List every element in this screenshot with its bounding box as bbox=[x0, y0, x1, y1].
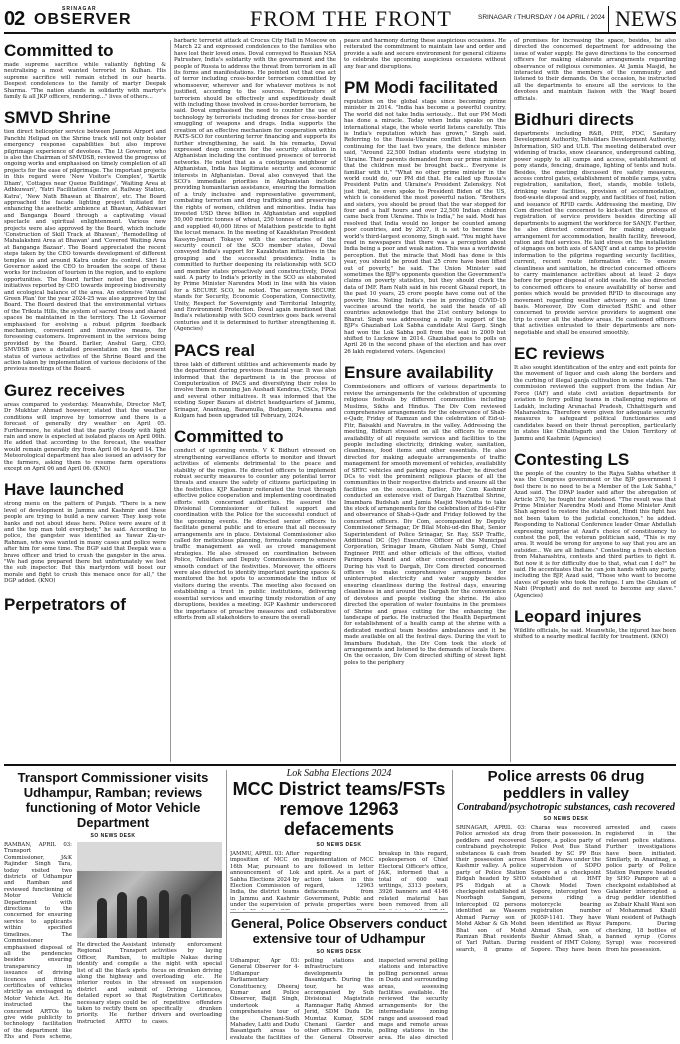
article-text: RAMBAN, APRIL 03: Transport Commissioner, J&K Rajinder Singh Tara, today visited two districts of Udhampur and Ramban and reviewed functioning of Motor Vehicle Department with directions to the concerned for ensuring service to applicants within specified timelines. The Commissioner emphasised disposal of all the pendencies besides ensuring transparency in issuance of driving licences and fitness certificates of vehicles strictly as envisaged in Motor Vehicle Act. He instructed the concerned ARTOs to give wide publicity to technology facilitation of the department like Ehs and Fees scheme, bbox=[4, 842, 72, 1040]
article-text: tion direct helicopter service between Jammu Airport and Panchhi Helipad on the Shrine track will not only bolster emergency response capabilities but also improve pilgrimage experience of devotees. The Lt Governor, who is also the Chairman of SMVDSB, reviewed the progress of ongoing works and emphasised on timely completion of all projects for the ease of pilgrimage. The important projects in this regard were 'New Visitor's Complex', 'Kartik Dham', 'Cottages near Queue Buildings', 'Waiting Area at Adhkuwari', 'Yatri Facilitation Centre at Railway Station, Katra', 'New Nath Bhawan at Bhairon', etc. The Board approached the facade lighting project initiated for enhancing the aesthetic ambience at Bhawan, Adhkuwari and Banganga Board through a captivating visual spectacle and spiritual enlightenment. Various new projects were also approved by the Board, which include 'Construction of Skill Track at Bhawan', 'Remodelling of Mahalakshmi Area at Bhawan' and 'Covered Waiting Area at Banganga Bazaar'. The Board appreciated the recent steps taken by the CEO towards development of different temples in and around Katra under its control. Shri Lt Governor asked the CEO to broaden the scope of these works for inclusion of tourism in the region, and to explore opportunities. The Board further noted the greening initiatives reported by CEO towards improving biodiversity and ecological balance of the area. An extensive 'Annual Green Plan' for the year 2024-25 was also approved by the Board. The Board desired that the environmental virtues of the Trikuta Hills, the system of sacred trees and shared spaces be maintained in the territory. The Lt Governor emphasised for evolving a robust pilgrim feedback mechanism, convenient and innovative means, for foreseeing customers. Improvement in the services being provided by the Board. Earlier, Anshul Garg, CEO, SMVDSB gave a detailed presentation on the present status of various activities of the Shrine Board and the action taken by implementation of various decisions of the previous meetings of the Board. bbox=[4, 129, 166, 373]
dateline: SRINAGAR / THURSDAY / 04 APRIL / 2024 bbox=[478, 14, 605, 21]
article-text: SRINAGAR, APRIL 03: Police arrested six drug peddlers and recovered contraband psychotropic substances & cash from their possession across Kashmir valley. A police party of Police Station Eidgah headed by SHO PS Eidgah at a checkpoint established at Noorbagh Sangam, intercepted 02 persons identified as Waseem Ahmad Parray son of Mohd Akbar & Gh Mohd Bhat son of Mohd Ramzan Bhat residents of Yarl Pattan. During search, 8 grams of Charas was recovered from their possession. In Sopore, a police party of Police Post Bus Stand headed by SC PP Bus Stand At Rawa under the supervision of SDPO Sopore at a checkpoint established at HMT Chowk Model Town Sopore, intercepted two persons riding a motorcycle bearing registration number JK05P-1141. They have been identified as Riyaz Ahmad Shah, son of Bashir Ahmad Shah, a resident of HMT Colony, Sopore. They have been arrested and cases registered in the relevant police stations. Further investigations have been initiated. Similarly, in Anantnag, a police party of Police Station Pampore headed by SHO Pampore at a checkpoint established at Galander intercepted a drug peddler identified as Zubair Khalil Wani son of Mohammad Khalil Wani resident of Pathagh Pampore. During checking, 18 bottles of banned syrup (Cores Syrup) was recovered from his possession. bbox=[456, 825, 676, 953]
column-rule bbox=[340, 40, 341, 762]
section-title: FROM THE FRONT bbox=[250, 6, 452, 31]
headline-gurez: Gurez receives bbox=[4, 380, 125, 400]
kicker-elections: Lok Sabha Elections 2024 bbox=[286, 768, 392, 779]
headline-have-launched: Have launched bbox=[4, 480, 124, 500]
column-rule bbox=[170, 40, 171, 762]
article-text: Wildlife officials, he said. Meanwhile, the injured has been shifted to a nearby medical facility for treatment. (KNO) bbox=[514, 628, 676, 641]
article-text: It also sought identification of the entry and exit points for the movement of liquor and cash along the borders and the curbing of illegal ganja cultivation in some states. The commission reviewed the support from the Indian Air Force (IAF) and state civil aviation departments for aviation to ferry polling teams in challenging regions of Ladakh, including Arunachal Pradesh, Chhattisgarh and Maharashtra. Therefore were given for adequate security measures to safeguard political functionaries and candidates based on their threat perception, particularly in states like Chhattisgarh and the Union Territory of Jammu and Kashmir. (Agencies) bbox=[514, 365, 676, 442]
article-text: areas compared to yesterday. Meanwhile, Director MeT, Dr Mukhtar Ahmad however, stated that the weather conditions will improve by tomorrow and there is a forecast of generally dry weather on April 05. Furthermore, he stated that the partly cloudy with light rain and snow is expected at isolated places on April 06th. He added that according to the forecast, the weather would remain generally dry from April 06 to April 14. The Meteorological department has also issued an advisory for the farmers, asking them to resume farm operations except on April 06 and April 06. (KNO) bbox=[4, 401, 166, 472]
headline-committed-2: Committed to bbox=[174, 427, 284, 447]
column-rule bbox=[510, 40, 511, 762]
story-observers-udhampur bbox=[230, 916, 448, 1040]
headline-pacs: PACS real bbox=[174, 340, 255, 360]
column-2 bbox=[174, 38, 336, 764]
headline-mcc: MCC District teams/FSTs remove 12963 defacements bbox=[232, 779, 446, 839]
article-text: conduct of upcoming events. V K Bidhuri stressed on strengthening surveillance efforts to monitor and thwart activities of elements detrimental to the peace and stability of the region. He directed officers to implement robust security measures to counter any potential terror threats and ensure the safety of citizens participating in the festivities. KJP Kashmir reiterated the trust through effective police cooperation and implementing coordinated efforts with concerned authorities. He assured the Divisional Commissioner of fullest support and coordination with the Police for the successful conduct of the upcoming events. He directed senior officers to facilitate general public and to ensure that all necessary arrangements are in place. Divisional Commissioner also called for meticulous planning, formulate comprehensive traffic management as well as crowd management strategies. He also stressed on coordination between Police, Tehsildars and Deputy Commissioners to ensure smooth conduct of the festivities. Moreover, the officers were also directed to identify important parking spaces & monitored the hot spots to accommodate the influx of visitors during the events. The meeting also focused on establishing a trust in public institutions, delivering essential services and ensuring timely restoration of any disruptions, besides a meeting. IGP Kashmir underscored the importance of proactive measures and collaborative efforts from all stakeholders to ensure the overall bbox=[174, 448, 336, 621]
headline-transport-commissioner: Transport Commissioner visits Udhampur, Ramban; reviews functioning of Motor Vehicle Department bbox=[17, 770, 209, 830]
article-text: peace and harmony during these auspicious occasions. He reiterated the commitment to maintain law and order and provide a safe and secure environment for general citizens to celebrate the upcoming auspicious occasions without any fear and disruptions. bbox=[344, 38, 506, 70]
article-text: strong menu on the pattern of Punjab. "There is a new level of development in Jammu and Kashmir and these people are trying to build a new career. They keep vote banks and not about ideas here. Police were aware of it and the top man told everybody," he said. According to police, the gangster was identified as Yawar Zia-ur-Rahman, who was wanted in many cases and police were after him for some time. The BGP said that Deepak was a brave officer and tried to crush the gangster in the area. "We had gone prepared there but unfortunately we lost the sub inspector. But this martyrdom will boost our morale and fight to crush this menace once for all," the DGP added. (KNO) bbox=[4, 501, 166, 585]
article-text: departments including R&B, PHE, FDC, Sanitary Development Authority, Tehsildars Development Authority, Information, SIO and ULB. The meeting deliberated over widening of tracks, snow clearance, underground cabling, power supply to all camps and access, establishment of pony stands, fencing, drainage, lighting of tents and huts. Besides, the meeting discussed fire safety measures, access control gates, establishment of mobile camps, yatra registration, sanitation, fleet, stands, mobile toilets, drinking water facilities, provision of accommodation, food-waste disposal and supply, and facilities of fuel, ration and issuance of RFID cards. Addressing the meeting, Div Com directed the concerned to kick-start the process of registration of service providers besides directing all departments to augment the workforce for SANJY. Further, he also directed concerned for making adequate arrangement for accommodation, health facility, firewood, ration and fuel services. He laid stress on the installation of signages on both axis of SANJY and at camps to provide information to the pilgrims regarding security facilities, current, recent route information etc. To ensure cleanliness and sanitation, he directed concerned officers to carry maintenance activities about at least 2 days before for proper disposal of solid waste. He also directed to concerned officers to ensure availability of horse and ponies which would be provided RFID to discourage any movement regarding weather advisory on a real time basis. Moreover, Div Com directed RSRC and other concerned to provide service providers to augment one trip to cover all the shadow areas. He cautioned officers that activities entrusted to their departments are non-negotiable and shall be ensured smoothly. bbox=[514, 131, 676, 336]
story-mcc-defacements bbox=[230, 768, 448, 910]
story-drug-peddlers bbox=[456, 768, 676, 1040]
logo-name: OBSERVER bbox=[34, 11, 132, 28]
headline-pm-modi: PM Modi facilitated bbox=[344, 78, 498, 98]
headline-drug-peddlers: Police arrests 06 drug peddlers in valley bbox=[487, 768, 645, 802]
article-text: three lakh of different utilities and achievements made by the department during previous financial year. It was also informed that the department is in the process of Computerization of PACS and diversifying their roles to involve them in running Jan Aushadi Kendras, CSCs, FPOs and several other initiatives. It was informed that the existing Super Bazars at district headquarters of Jammu, Srinagar, Anantnag, Baramulla, Budgam, Pulwama and Kulgam had been upgraded till February, 2024. bbox=[174, 361, 336, 419]
article-text: JAMMU, APRIL 03: After imposition of MCC on 16th Mar, pursuant to announcement of Lok Sabha Elections 2024 by Election Commission of India, the district teams in Jammu and Kashmir under the supervision of regarding implementation of MCC are followed in letter and spirit. As a part of action taken in this regard, 12963 defacements from Government, Public and private properties were breakup in this regard, spokesperson of Chief Electoral Officer's office, J&K, informed that a total of 600 wall writings, 3313 posters, 3926 banners and 4146 related material has been removed from all bbox=[230, 851, 448, 909]
article-text: of premises for increasing the space, besides, he also directed the concerned department for addressing the issue of water supply. He gave directions to the concerned officers for making elaborate arrangements regarding observance of religious ceremonies. At Jamia Masjid, he interacted with the members of the community and listened to their demands. On the occasion, he instructed all the departments to ensure all the services to the devotees and maintain liaison with the Waqf board officials. bbox=[514, 38, 676, 102]
column-rule bbox=[226, 770, 227, 1040]
logo-city: SRINAGAR bbox=[62, 6, 97, 12]
headline-bidhuri: Bidhuri directs bbox=[514, 110, 634, 130]
headline-ec-reviews: EC reviews bbox=[514, 344, 605, 364]
article-text: made supreme sacrifice while valiantly fighting & neutralising a most wanted terrorist in Kulhan. His supreme sacrifice will remain etched in our hearts. Deepest condolences to the family of martyr Deepak Sharma. "The nation stands in solidarity with martyr's family & all JKP officers, rendering..." lives of others... bbox=[4, 62, 166, 101]
article-text: Commissioners and officers of various departments to review the arrangements for the celebration of upcoming religious festivals by different communities including Muslims, Sikhs and Hindus. The Div Com reviewed comprehensive arrangements for the observance of Shab-e-Qadr, Friday of Ramzan and the celebration of Eid-ul-Fitr, Baisakhi and Navratra in the valley. Addressing the meeting, Bidhuri stressed on all the officers to ensure availability of all requisite services and facilities to the people including electricity, drinking water, sanitation, cleanliness, food items and other essentials. He also directed for making adequate arrangements of traffic management for smooth movement of vehicles, availability of SRTC vehicles and parking space. Further, he directed DCs to visit the prominent religious places of all the communities in their respective districts and ensure all the facilities on the occasion. Earlier, Div Com Kashmir conducted an extensive visit of Dargah Hazratbal Shrine, Imambara Budshah and Jamia Masjid Nowhatta to take the stock of arrangements for the celebration of Eid-ul-Fitr and observance of Shab-i-Qadr and Friday followed by the concerned officers. Div Com, accompanied by Deputy Commissioner Srinagar, Dr Bilal Mohi-ud-din Bhat, Senior Superintendent of Police Srinagar, Sr. Ray, SSP Traffic, Additional DC (Dy) Executive Officer of the Municipal Corporation, Srinagar Imam, Ghulam Nabi Sumji, Chief Engineer PHE and other officials of the offices, visited Parimpora Mandi and other concerned departments. During his visit to Dargah, Div Com directed concerned officers to make comprehensive arrangements for uninterrupted electricity and water supply besides ensuring cleanliness during the festival days, ensuring cleanliness in and around the Dargah for the convenience of devotees and people visiting the shrine. He also directed the operation of water fountains in the premises of Shrine and grass cutting for the enhancing the landscape of parks. He instructed the Health Department for establishment of a health camp at the shrine with a dedicated medical team besides ambulances and it be made available on all the festival days. During the visit to Imambara Budshah, the Div Com took the stock of arrangements and listened to the demands of locals there. On the occasion, Div Com directed shifting of street light poles to the periphery bbox=[344, 384, 506, 666]
article-text: reputation on the global stage since becoming prime minister in 2014. "India has become a powerful country. The world did not take India seriously... But our PM Modi has done a miracle. Today when India speaks on the international stage, the whole world listens carefully. This is India's reputation which has grown," Singh said. Referring to the Russia-Ukraine conflict that has been continuing for the last two years, the defence minister said, "Around 22,500 Indian students were studying in Ukraine. Their parents demanded from our prime minister that the children must be brought back... Everyone is familiar with it." "What no other prime minister in the world could do, our PM did that. He called up Russia's President Putin and Ukraine's President Zelenskyy. Not just that, he even spoke to President Biden of the US, which is considered the most powerful nation. "Brothers and sisters, you should be proud that the war stopped for four and a half hours and over 22,500 Indian children came back from Ukraine. This is India," he said. Modi has resolved that India would no longer be counted among poor countries, and by 2027, it is set to become the world's third-largest economy, Singh said. "You might have read in newspapers that there was a perception about India being a poor and weak nation. This was a worldwide perception. But the miracle that Modi has done is this year, you should be proud that 25 crore have been lifted out of poverty," he said. The Union Minister said sometimes the BJP's opponents question the Government's claims on poverty statistics, but they should check the data of IMF. Ram Nath said in his recent Ghazal report, in the past 10 years, 25 crore people have come out of the poverty line. Noting India's rise in providing COVID-19 vaccines around the world, he said the heads of all countries acknowledge that the 21st century belongs to Bharat. Singh was addressing a rally in support of the BJP's Ghaziabad Lok Sabha candidate Atul Garg. Singh had won the Lok Sabha poll from the seat in 2009 but shifted to Lucknow in 2014. Ghaziabad goes to polls on April 26 in the second phase of the election and has over 26 lakh registered voters. (Agencies) bbox=[344, 99, 506, 355]
headline-observers: General, Police Observers conduct extensive tour of Udhampur bbox=[230, 916, 448, 946]
section-label: NEWS bbox=[608, 6, 677, 32]
article-text: Udhampur, Apr 03: General Observer for 4-Udhampur Parliamentary Constituency, Dheeraj Kumar and Police Observer, Baljit Singh, undertook a comprehensive tour of the Chenani-Sudh Mahadev, Latti and Dudu Basantgarh areas to evaluate the facilities of polling stations and infrastructure developments in Basantgarh. During the tour, he was accompanied by Sub Divisional Magistrate Ramnagar Rafiq Ahmed Jerid, SDM Dudu Dr. Mumtaz Kumar, SDM Chenani Garder and other officers. En route, the General Observer inspected several polling stations and interactive polling personnel areas in Dudu and surrounding areas, assessing facilities available. He reviewed the security arrangements for the intermediate zoning range and assessed road maps and remote areas polling stations in the area. He also directed bbox=[230, 958, 448, 1040]
column-3 bbox=[344, 38, 506, 764]
headline-leopard: Leopard injures bbox=[514, 607, 642, 627]
headline-committed: Committed to bbox=[4, 41, 114, 60]
masthead bbox=[4, 4, 676, 34]
headline-smvd-shrine: SMVD Shrine bbox=[4, 108, 111, 128]
column-rule bbox=[452, 770, 453, 1040]
story-divider bbox=[230, 912, 448, 913]
column-4 bbox=[514, 38, 676, 764]
byline: SO NEWS DESK bbox=[316, 949, 362, 955]
story-transport-commissioner bbox=[4, 770, 222, 1040]
page-number: 02 bbox=[4, 8, 25, 30]
headline-perpetrators: Perpetrators of bbox=[4, 594, 126, 614]
byline: SO NEWS DESK bbox=[90, 833, 136, 839]
news-photo bbox=[77, 842, 222, 938]
article-text: the people of the country to the Rajya Sabha whether it was the Congress government or the BJP government I feel there is no need to be a Member of the Lok Sabha," Azad said. The DPAP leader said after the abrogation of Article 370, he fought for statehood. "The result was that Prime Minister Narendra Modi and Home Minister Amit Shah agreed to restore the statehood, Hindi this fight has not been taken to the judicial conclusion," he added. Responding to National Conference leader Omar Abdullah expressing surprise at Azad's choice of constituency to contest the poll, the veteran politician said, "This is my area. It would be wrong for anyone to say that you are an outsider... We are all Indians." Contesting a fresh election from Maharashtra, contests and third parties to fight it. But now it is for difficulty due to that, what can I do?" he said. He accentuates that he can join hands with any party, including the BJP, Azad said, "Those who want to become slaves of people who took the refuge. I am the Ghulam of Nabi (Prophet) and do not need to become any slave." (Agencies) bbox=[514, 470, 676, 599]
article-text-continued: He directed the Assistant Regional Transport Officer, Ramban, to identify and compile a list of all the black spots along the highway and interior routes in the district and submit detailed report so that necessary steps could be taken to rectify them on priority. He further instructed ARTO to intensify enforcement activities by laying multiple Nakas during the night with special focus on drunken driving overloading etc. He stressed on suspension of Driving Licences, Registration Certificates of repetitive offenders specifically drunken drivers and overloading cases. bbox=[77, 942, 222, 1025]
column-1 bbox=[4, 38, 166, 764]
section-divider bbox=[4, 764, 676, 766]
byline: SO NEWS DESK bbox=[316, 842, 362, 848]
headline-ensure-availability: Ensure availability bbox=[344, 363, 494, 383]
headline-contesting-ls: Contesting LS bbox=[514, 449, 630, 469]
kicker-contraband: Contraband/psychotropic substances, cash recovered bbox=[457, 802, 675, 813]
article-text: barbaric terrorist attack at Crocus City Hall in Moscow on March 22 and expressed condolences to the families who have lost their loved ones. Doval conveyed to Russian NSA Patrushev, India's solidarity with the government and the people of Russia to address the threat from terrorism in all its forms and manifestations. He pointed out that one act of terror including cross-border terrorism committed by whomsoever, wherever and for whatever motives is not justified, according to the sources. Perpetrators of terrorism should be effectively and expeditiously dealt with including those involved in cross-border terrorism, he said. Doval emphasised the need to counter the use of technology by terrorists including drones for cross-border smuggling of weapons and drugs. India supports the creation of an effective mechanism for cooperation within RATS-SCO for countering terror financing and supports its further strengthening, he said. In his remarks, Doval expressed deep concern for the security situation in Afghanistan including the continued presence of terrorist networks. He noted that as a contiguous neighbour of Afghanistan, India has legitimate security and economic interests in Afghanistan. Doval also conveyed that the SCO's immediate priorities in Afghanistan include providing humanitarian assistance, ensuring the formation of a truly inclusive and representative government, combating terrorism and drug trafficking and preserving the rights of women, children and minorities. India has invested USD three billion in Afghanistan and supplied 50,000 metric tonnes of wheat, 250 tonnes of medical aid and supplied 40,000 litres of Malathion pesticide to fight the locust menace. In the meeting of Kazakhstan President Kassym-Jomart Tokayev with the secretaries of the security council of the SCO member states, Doval conveyed India's support for Kazakhstan initiatives in the grouping and the successful presidency. India is committed to further deepening its relationship with SCO and member states proactively and constructively, Doval said. A party to India's priority in the SCO as elaborated by Prime Minister Narendra Modi in line with his vision for a SECURE SCO, he noted. The acronym SECURE stands for Security, Economic Cooperation, Connectivity, Unity, Respect for Sovereignty and Territorial Integrity, and Environment Protection. Doval again mentioned that India's relationship with SCO countries goes back several centuries and it is determined to further strengthening it. (Agencies) bbox=[174, 38, 336, 333]
byline: SO NEWS DESK bbox=[543, 816, 589, 822]
newspaper-logo bbox=[34, 6, 132, 29]
